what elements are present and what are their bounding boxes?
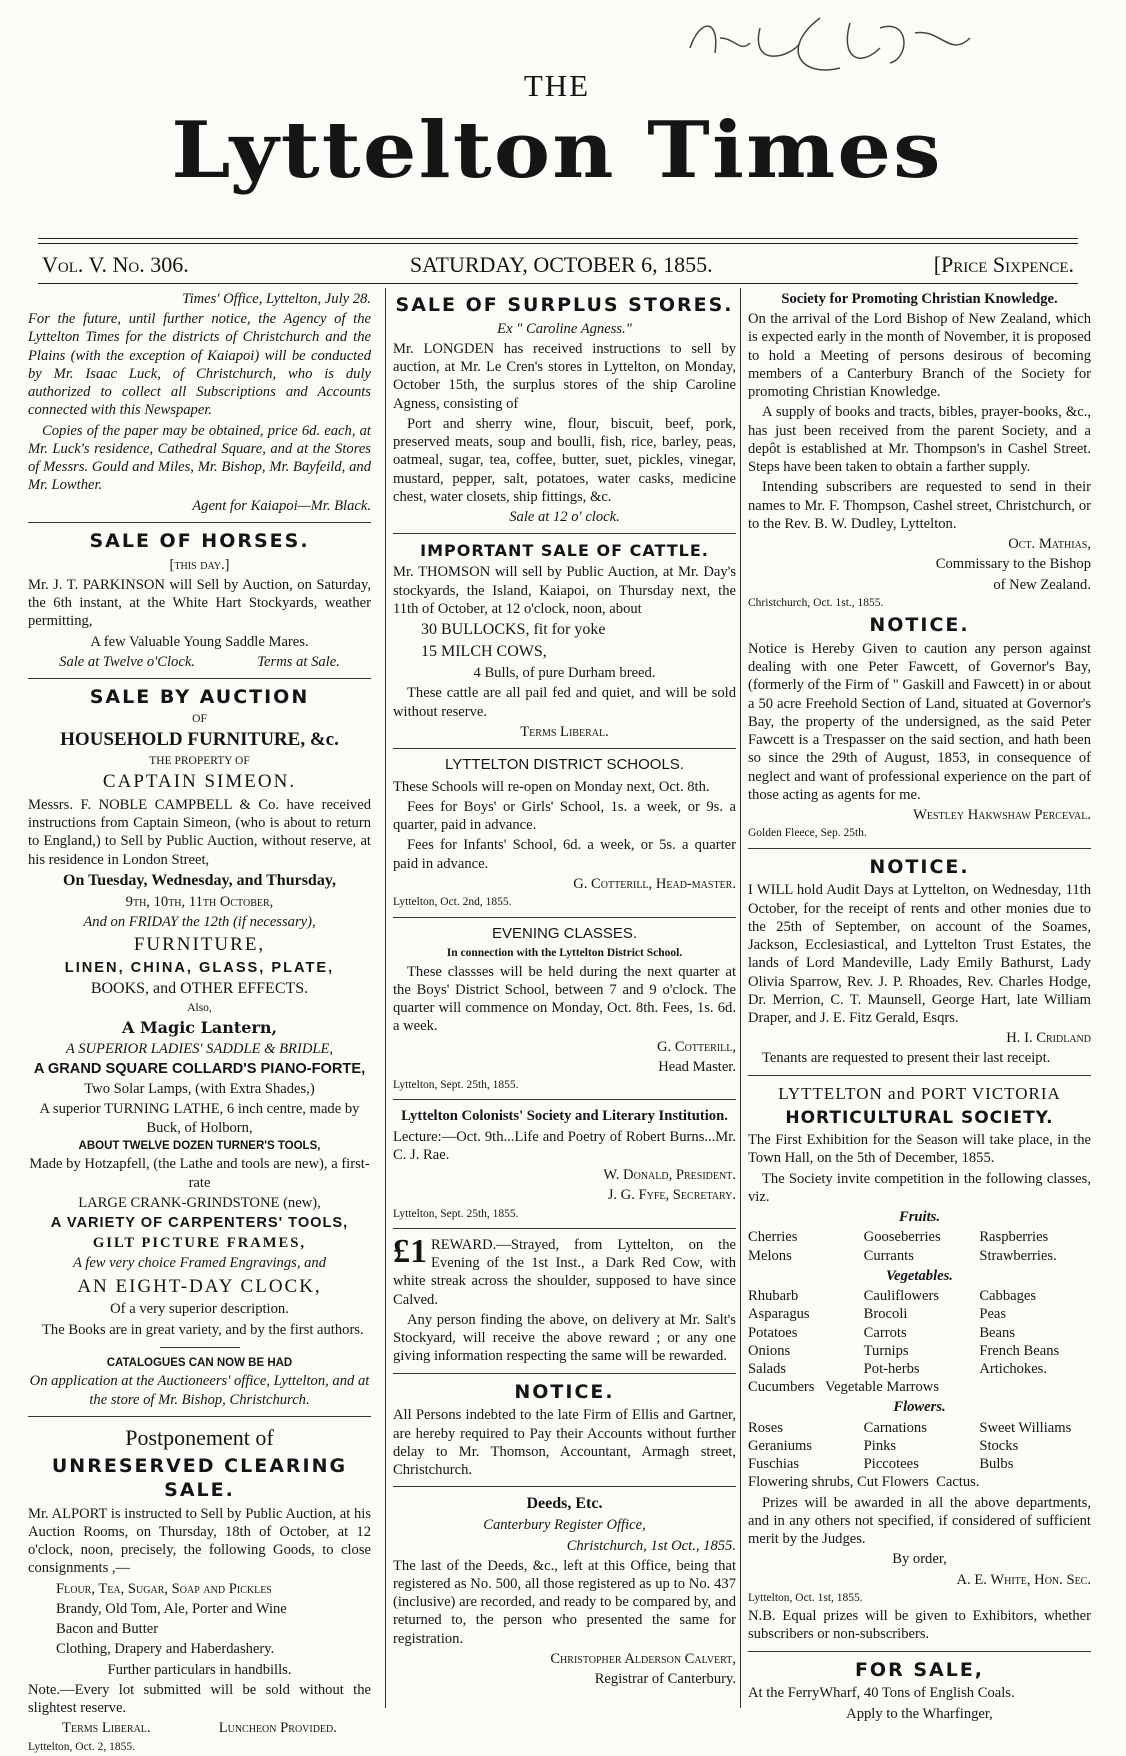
agency-notice-agent: Agent for Kaiapoi—Mr. Black. xyxy=(192,497,371,514)
deeds-sign-2: Registrar of Canterbury. xyxy=(594,1671,736,1688)
evening-classes-sign-2: Head Master. xyxy=(658,1058,736,1075)
horses-sale-item: A few Valuable Young Saddle Mares. xyxy=(90,633,309,650)
cattle-sale-cows: 15 MILCH COWS, xyxy=(421,643,547,661)
horticultural-nb: N.B. Equal prizes will be given to Exhibitors, whether subscribers or non-subscribers. xyxy=(748,1608,1091,1643)
list-item: French Beans xyxy=(979,1342,1060,1359)
list-item: Cabbages xyxy=(979,1288,1037,1305)
list-item: Brocoli xyxy=(863,1306,908,1323)
list-item: Cauliflowers xyxy=(863,1288,940,1305)
divider xyxy=(28,522,371,523)
catalogues-heading: CATALOGUES CAN NOW BE HAD xyxy=(106,1356,293,1369)
horses-sale-terms xyxy=(28,653,371,671)
furniture-auction-days: On Tuesday, Wednesday, and Thursday, xyxy=(63,871,336,889)
clearing-sale-goods-3: Bacon and Butter xyxy=(56,1621,159,1638)
flowers-list xyxy=(748,1419,1091,1474)
debt-notice-body: All Persons indebted to the late Firm of Ellis and Gartner, are hereby required to Pay their Accounts without further delay to Mr. Thomson, Accountant, Armagh street, Christchurch. xyxy=(393,1407,736,1479)
item-lamps: Two Solar Lamps, (with Extra Shades,) xyxy=(84,1081,315,1098)
horticultural-body-2: The Society invite competition in the following classes, viz. xyxy=(748,1170,1091,1205)
horses-sale-time: Sale at Twelve o'Clock. xyxy=(59,653,195,670)
schools-fees-1: Fees for Boys' or Girls' School, 1s. a week, or 9s. a quarter, paid in advance. xyxy=(393,798,736,834)
item-hotzapfell: Made by Hotzapfell, (the Lathe and tools are new), a first-rate xyxy=(29,1156,370,1191)
furniture-auction-property: THE PROPERTY OF xyxy=(149,754,250,767)
price: [Price Sixpence. xyxy=(933,252,1074,277)
masthead-rule xyxy=(38,243,1078,244)
cattle-sale-bullocks: 30 BULLOCKS, fit for yoke xyxy=(421,621,606,639)
divider xyxy=(28,1416,371,1417)
flowers-last-line: Flowering shrubs, Cut Flowers Cactus. xyxy=(748,1474,980,1491)
item-books: BOOKS, and OTHER EFFECTS. xyxy=(90,980,309,998)
clearing-sale-title: UNRESERVED CLEARING SALE. xyxy=(51,1455,348,1501)
trespass-notice-title: NOTICE. xyxy=(869,614,970,637)
divider xyxy=(393,1099,736,1100)
spck-body-3: Intending subscribers are requested to send in their names to Mr. F. Thompson, Cashel street, Christchurch, or to the Rev. B. W. Dudley, Lyttelton. xyxy=(748,479,1091,532)
spck-date: Christchurch, Oct. 1st., 1855. xyxy=(748,596,884,609)
horticultural-title: LYTTELTON and PORT VICTORIA xyxy=(778,1083,1061,1103)
reward-body: REWARD.—Strayed, from Lyttelton, on the Evening of the 1st Inst., a Dark Red Cow, with white streak across the shoulder, supposed to have since Calved. xyxy=(393,1236,736,1308)
clearing-sale-terms xyxy=(28,1719,371,1737)
column-divider xyxy=(740,288,741,1708)
clearing-sale-goods-1: Flour, Tea, Sugar, Soap and Pickles xyxy=(56,1580,272,1597)
horses-sale-body: Mr. J. T. PARKINSON will Sell by Auction, on Saturday, the 6th instant, at the White Hart Stockyards, weather permitting, xyxy=(28,576,371,630)
schools-sign: G. Cotterill, Head-master. xyxy=(573,875,736,892)
spck-title: Society for Promoting Christian Knowledge. xyxy=(781,291,1058,307)
reward-amount: £1 xyxy=(393,1232,427,1270)
evening-classes-sub: In connection with the Lyttelton District School. xyxy=(446,947,683,960)
vegetables-heading: Vegetables. xyxy=(886,1267,953,1284)
trespass-notice-date: Golden Fleece, Sep. 25th. xyxy=(748,827,867,840)
list-item: Potatoes xyxy=(748,1324,798,1341)
divider xyxy=(393,748,736,749)
volume-number: Vol. V. No. 306. xyxy=(42,252,189,277)
item-saddle: A SUPERIOR LADIES' SADDLE & BRIDLE, xyxy=(65,1040,334,1057)
schools-body: These Schools will re-open on Monday next, Oct. 8th. xyxy=(393,778,710,795)
list-item: Pot-herbs xyxy=(863,1361,920,1377)
furniture-auction-owner: CAPTAIN SIMEON. xyxy=(102,771,297,793)
list-item: Asparagus xyxy=(748,1306,810,1323)
horticultural-prizes: Prizes will be awarded in all the above departments, and in any others not specified, if considered of sufficient merit by the Judges. xyxy=(748,1494,1091,1548)
divider xyxy=(393,917,736,918)
item-lathe: A superior TURNING LATHE, 6 inch centre, made by Buck, of Holborn, xyxy=(39,1101,360,1136)
list-item: Strawberries. xyxy=(979,1247,1057,1264)
trespass-notice-sign: Westley Hakwshaw Perceval. xyxy=(913,806,1091,823)
evening-classes-title: EVENING CLASSES. xyxy=(491,924,638,942)
deeds-office: Canterbury Register Office, xyxy=(483,1517,646,1534)
evening-classes-sign-1: G. Cotterill, xyxy=(657,1038,736,1055)
postponement-title: Postponement of xyxy=(125,1424,274,1450)
deeds-date: Christchurch, 1st Oct., 1855. xyxy=(566,1537,736,1554)
cattle-sale-bulls: 4 Bulls, of pure Durham breed. xyxy=(473,665,656,682)
catalogues-body: On application at the Auctioneers' office, Lyttelton, and at the store of Mr. Bishop, Christchurch. xyxy=(29,1373,370,1408)
trespass-notice-body: Notice is Hereby Given to caution any person against dealing with one Peter Fawcett, of Governor's Bay, (formerly of the Firm of " Gaskill and Fawcett) in or about a 50 acre Freehold Section of Land, situated at Governor's Bay, the property of the undersigned, as the said Peter Fawcett is a Trespasser on the said section, and hath been so since the 29th of August, 1853, in consequence of neglect and want of professional experience on the part of those acting as agents for me. xyxy=(748,640,1091,803)
list-item: Beans xyxy=(979,1324,1015,1341)
item-clock-desc: Of a very superior description. xyxy=(110,1301,289,1318)
item-furniture: FURNITURE, xyxy=(133,934,266,956)
list-item: Turnips xyxy=(863,1342,909,1359)
item-frames: GILT PICTURE FRAMES, xyxy=(92,1235,307,1252)
furniture-auction-body: Messrs. F. NOBLE CAMPBELL & Co. have received instructions from Captain Simeon, (who is about to return to England,) to Sell by Public Auction, without reserve, at his residence in London Street, xyxy=(28,796,371,868)
list-item: Salads xyxy=(748,1361,787,1377)
deeds-title: Deeds, Etc. xyxy=(526,1495,603,1513)
divider xyxy=(748,848,1091,849)
agency-notice-dateline: Times' Office, Lyttelton, July 28. xyxy=(182,291,371,307)
surplus-stores-body: Mr. LONGDEN has received instructions to sell by auction, at Mr. Le Cren's stores in Lyttelton, on Monday, October 15th, the surplus stores of the ship Caroline Agness, consisting of xyxy=(393,340,736,412)
schools-fees-2: Fees for Infants' School, 6d. a week, or 5s. a quarter paid in advance. xyxy=(393,837,736,872)
divider xyxy=(393,533,736,534)
horses-sale-title: SALE OF HORSES. xyxy=(89,529,310,552)
fruits-heading: Fruits. xyxy=(899,1209,940,1226)
item-lantern: A Magic Lantern, xyxy=(121,1017,278,1037)
list-item: Currants xyxy=(863,1247,914,1264)
divider xyxy=(160,1347,240,1348)
list-item: Melons xyxy=(748,1247,792,1264)
surplus-stores-title: SALE OF SURPLUS STORES. xyxy=(395,294,734,316)
item-tools: ABOUT TWELVE DOZEN TURNER'S TOOLS, xyxy=(78,1139,321,1152)
list-item: Rhubarb xyxy=(748,1288,799,1305)
cattle-sale-body: Mr. THOMSON will sell by Public Auction, at Mr. Day's stockyards, the Island, Kaiapoi, on Thursday next, the 11th of October, at 12 o'clock, noon, about xyxy=(393,564,736,617)
literary-institution-date: Lyttelton, Sept. 25th, 1855. xyxy=(393,1207,519,1220)
item-grindstone: LARGE CRANK-GRINDSTONE (new), xyxy=(78,1194,321,1211)
clearing-sale-date: Lyttelton, Oct. 2, 1855. xyxy=(28,1740,136,1753)
furniture-auction-friday: And on FRIDAY the 12th (if necessary), xyxy=(83,914,316,931)
spck-body: On the arrival of the Lord Bishop of New Zealand, which is expected early in the month of November, it is proposed to hold a Meeting of persons desirous of becoming members of a Canterbury Branch of the Society for promoting Christian Knowledge. xyxy=(748,311,1091,401)
cattle-sale-title: IMPORTANT SALE OF CATTLE. xyxy=(420,541,709,561)
list-item: Stocks xyxy=(979,1437,1019,1454)
literary-institution-president: W. Donald, President. xyxy=(603,1167,736,1184)
coal-sale-body: At the FerryWharf, 40 Tons of English Coals. xyxy=(748,1685,1015,1702)
issue-date: SATURDAY, OCTOBER 6, 1855. xyxy=(409,252,713,277)
masthead-rule xyxy=(38,238,1078,239)
list-item: Sweet Williams xyxy=(979,1419,1072,1436)
horticultural-sign: A. E. White, Hon. Sec. xyxy=(956,1571,1091,1588)
horticultural-date: Lyttelton, Oct. 1st, 1855. xyxy=(748,1591,863,1604)
list-item: Roses xyxy=(748,1419,783,1436)
clearing-sale-terms-right: Luncheon Provided. xyxy=(218,1720,337,1737)
dateline-rule xyxy=(38,283,1078,284)
list-item: Cherries xyxy=(748,1229,798,1246)
coal-sale-title: FOR SALE, xyxy=(854,1658,985,1681)
flowers-heading: Flowers. xyxy=(893,1399,946,1416)
audit-notice-body-2: Tenants are requested to present their last receipt. xyxy=(762,1050,1051,1067)
item-clock: AN EIGHT-DAY CLOCK, xyxy=(77,1275,322,1297)
list-item: Onions xyxy=(748,1342,791,1359)
spck-sign-3: of New Zealand. xyxy=(993,576,1091,593)
surplus-stores-sub: Ex " Caroline Agness." xyxy=(497,320,632,337)
horticultural-title-2: HORTICULTURAL SOCIETY. xyxy=(785,1107,1054,1128)
column-2 xyxy=(393,290,736,1690)
clearing-sale-goods-2: Brandy, Old Tom, Ale, Porter and Wine xyxy=(56,1600,287,1617)
debt-notice-title: NOTICE. xyxy=(514,1380,615,1403)
surplus-stores-time: Sale at 12 o' clock. xyxy=(509,509,620,526)
horses-sale-terms-text: Terms at Sale. xyxy=(257,653,340,670)
list-item: Carnations xyxy=(863,1419,927,1436)
furniture-auction-of: OF xyxy=(192,712,207,725)
literary-institution-body: Lecture:—Oct. 9th...Life and Poetry of Robert Burns...Mr. C. J. Rae. xyxy=(393,1128,736,1163)
spck-sign-1: Oct. Mathias, xyxy=(1008,536,1091,553)
list-item: Pinks xyxy=(863,1437,897,1454)
divider xyxy=(748,1651,1091,1652)
cattle-sale-note: These cattle are all pail fed and quiet, and will be sold without reserve. xyxy=(393,685,736,720)
list-item: Geraniums xyxy=(748,1437,813,1454)
spck-body-2: A supply of books and tracts, bibles, prayer-books, &c., has just been received from the parent Society, and a depôt is established at Mr. Thompson's in Cashel Street. Steps have been taken to obtain a farther supply. xyxy=(748,404,1091,476)
furniture-auction-dates: 9th, 10th, 11th October, xyxy=(125,893,274,910)
item-linen: LINEN, CHINA, GLASS, PLATE, xyxy=(64,960,335,977)
deeds-sign: Christopher Alderson Calvert, xyxy=(550,1650,736,1667)
furniture-auction-title: SALE BY AUCTION xyxy=(89,685,310,708)
clearing-sale-handbills: Further particulars in handbills. xyxy=(107,1661,292,1678)
literary-institution-title: Lyttelton Colonists' Society and Literary Institution. xyxy=(401,1108,728,1125)
surplus-stores-list: Port and sherry wine, flour, biscuit, beef, pork, preserved meats, soup and boulli, fish, rice, barley, peas, oatmeal, sugar, tea, coffee, butter, suet, pickles, vinegar, mustard, pepper, salt, potatoes, water casks, medicine chest, water closets, ship fittings, &c. xyxy=(393,415,736,505)
item-piano: A GRAND SQUARE COLLARD'S PIANO-FORTE, xyxy=(33,1060,366,1077)
divider xyxy=(393,1486,736,1487)
evening-classes-date: Lyttelton, Sept. 25th, 1855. xyxy=(393,1079,519,1092)
clearing-sale-goods-4: Clothing, Drapery and Haberdashery. xyxy=(56,1641,275,1658)
list-item: Gooseberries xyxy=(863,1229,941,1246)
list-item: Carrots xyxy=(863,1324,907,1341)
vegetables-list xyxy=(748,1287,1091,1378)
item-books-note: The Books are in great variety, and by the first authors. xyxy=(42,1321,364,1338)
list-item: Artichokes. xyxy=(979,1361,1048,1377)
list-item: Bulbs xyxy=(979,1456,1014,1473)
list-item: Fuschias xyxy=(748,1456,800,1473)
furniture-auction-what: HOUSEHOLD FURNITURE, &c. xyxy=(60,729,339,751)
horticultural-body: The First Exhibition for the Season will take place, in the Town Hall, on the 5th of December, 1855. xyxy=(748,1132,1091,1167)
literary-institution-secretary: J. G. Fyfe, Secretary. xyxy=(607,1187,736,1204)
item-engravings: A few very choice Framed Engravings, and xyxy=(72,1255,327,1272)
horticultural-order: By order, xyxy=(892,1551,947,1568)
masthead-title: Lyttelton Times xyxy=(171,105,943,196)
column-divider xyxy=(385,288,386,1708)
column-1 xyxy=(28,290,371,1756)
reward-body-2: Any person finding the above, on delivery at Mr. Salt's Stockyard, will receive the above reward ; or any one giving information respecting the same will be rewarded. xyxy=(393,1311,736,1365)
audit-notice-title: NOTICE. xyxy=(869,855,970,878)
schools-date: Lyttelton, Oct. 2nd, 1855. xyxy=(393,896,512,909)
agency-notice-copies: Copies of the paper may be obtained, price 6d. each, at Mr. Luck's residence, Cathedral Square, and at the Stores of Messrs. Gould and Miles, Mr. Bishop, Mr. Bayfeild, and Mr. Lowther. xyxy=(28,422,371,494)
cattle-sale-terms: Terms Liberal. xyxy=(520,723,609,740)
clearing-sale-body: Mr. ALPORT is instructed to Sell by Public Auction, at his Auction Rooms, on Thursday, 18th of October, at 12 o'clock, noon, precisely, the following Goods, to close consignments ,— xyxy=(28,1505,371,1577)
item-also: Also, xyxy=(187,1002,212,1015)
list-item: Piccotees xyxy=(863,1456,919,1473)
clearing-sale-terms-left: Terms Liberal. xyxy=(62,1720,151,1737)
deeds-body: The last of the Deeds, &c., left at this Office, being that registered as No. 500, all those registered as up to No. 437 (inclusive) are recorded, and ready to be compared by, and returned to, the person who presented the same for registration. xyxy=(393,1557,736,1647)
audit-notice-body: I WILL hold Audit Days at Lyttelton, on Wednesday, 11th October, for the receipt of rents and other monies due to the 25th of September, on account of the Soames, Jackson, Ecclesiastical, and Lyttelton Trust Estates, the lands of Lord Mandeville, Lady Emily Bathurst, Lady Olivia Sparrow, Rev. J. P. Rhoades, Rev. Charles Hodge, Dr. Merrion, C. T. Maunsell, George Hart, late William Draper, and J. E. Fitz Gerald, Esqrs. xyxy=(748,882,1091,1026)
evening-classes-body: These classses will be held during the next quarter at the Boys' District School, between 7 and 9 o'clock. The quarter will commence on Monday, Oct. 8th. Fees, 1s. 6d. a week. xyxy=(393,963,736,1035)
coal-sale-body-2: Apply to the Wharfinger, xyxy=(846,1705,993,1722)
clearing-sale-note: Note.—Every lot submitted will be sold without the slightest reserve. xyxy=(28,1681,371,1717)
vegetables-last-line: Cucumbers Vegetable Marrows xyxy=(748,1379,940,1396)
divider xyxy=(393,1228,736,1229)
list-item: Peas xyxy=(979,1306,1007,1323)
item-carpenters-tools: A VARIETY OF CARPENTERS' TOOLS, xyxy=(50,1214,349,1231)
divider xyxy=(28,678,371,679)
agency-notice-body: For the future, until further notice, the Agency of the Lyttelton Times for the districts of Christchurch and the Plains (with the exception of Kaiapoi) will be conducted by Mr. Isaac Luck, of Christchurch, who is duly authorized to collect all Subscriptions and Accounts connected with this Newspaper. xyxy=(28,311,371,419)
list-item: Raspberries xyxy=(979,1229,1049,1246)
divider xyxy=(393,1373,736,1374)
masthead-the: THE xyxy=(523,68,591,103)
audit-notice-sign: H. I. Cridland xyxy=(1006,1030,1091,1047)
spck-sign-2: Commissary to the Bishop xyxy=(935,556,1091,573)
column-3 xyxy=(748,290,1091,1725)
divider xyxy=(748,1075,1091,1076)
fruits-list xyxy=(748,1228,1091,1264)
schools-title: LYTTELTON DISTRICT SCHOOLS. xyxy=(445,755,684,773)
horses-sale-sub: [this day.] xyxy=(169,556,230,573)
reward-notice xyxy=(393,1232,736,1309)
dateline xyxy=(42,252,1074,278)
